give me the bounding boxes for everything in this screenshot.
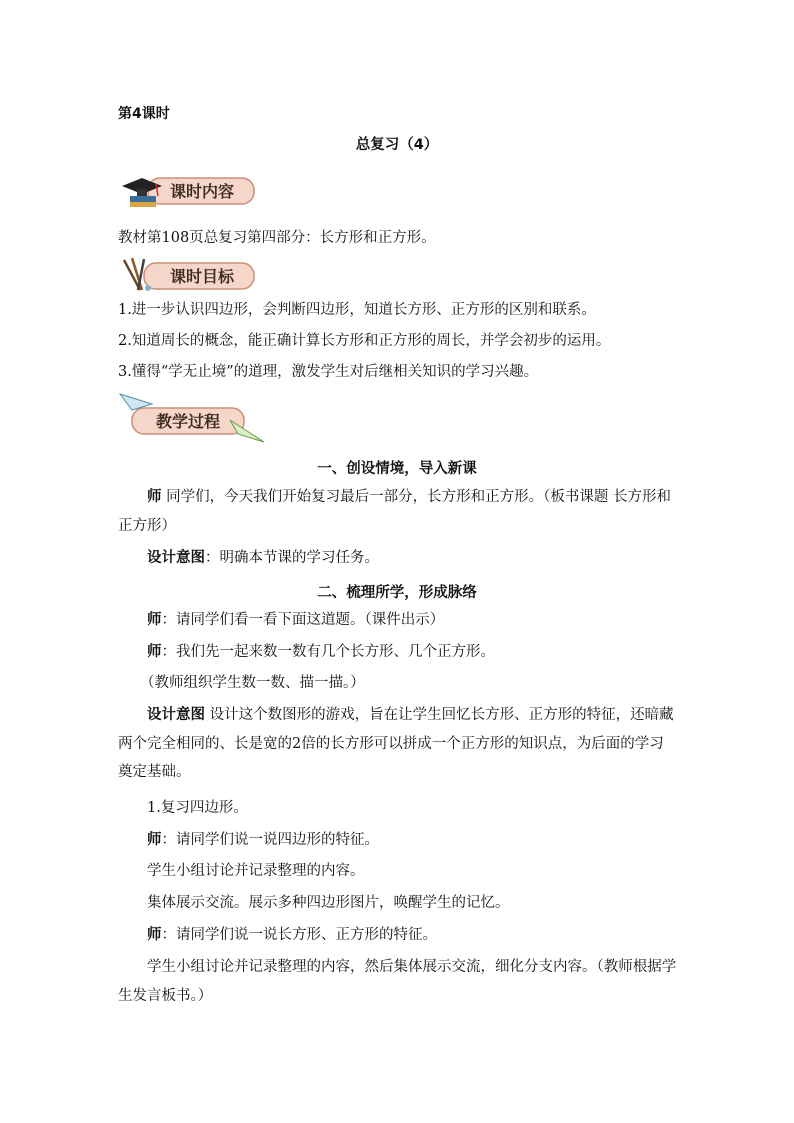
section1-paragraph-1: 师 同学们，今天我们开始复习最后一部分，长方形和正方形。（板书课题 长方形和正方形） [118, 489, 671, 534]
section2-paragraph-9: 师：请同学们说一说长方形、正方形的特征。 [147, 927, 437, 943]
design-intent-label: 设计意图 [147, 550, 205, 566]
design-intent-label: 设计意图 [147, 707, 205, 723]
goal-item-2: 2.知道周长的概念，能正确计算长方形和正方形的周长，并学会初步的运用。 [118, 333, 611, 349]
goal-item-1: 1.进一步认识四边形，会判断四边形，知道长方形、正方形的区别和联系。 [118, 302, 596, 318]
section2-paragraph-3: （教师组织学生数一数、描一描。） [140, 675, 365, 691]
section2-paragraph-5: 1.复习四边形。 [147, 800, 248, 816]
banner-label: 教学过程 [155, 412, 221, 431]
goal-item-3: 3.懂得“学无止境”的道理，激发学生对后继相关知识的学习兴趣。 [118, 364, 539, 380]
speaker-label: 师 [147, 612, 162, 628]
speaker-label: 师 [147, 489, 162, 505]
banner-teaching-process [118, 390, 268, 448]
page-title: 总复习（4） [355, 137, 439, 153]
section2-paragraph-2: 师：我们先一起来数一数有几个长方形、几个正方形。 [147, 644, 495, 660]
section1-heading: 一、创设情境，导入新课 [317, 461, 477, 477]
content-text: 教材第108页总复习第四部分：长方形和正方形。 [118, 230, 436, 246]
section2-paragraph-8: 集体展示交流。展示多种四边形图片，唤醒学生的记忆。 [147, 895, 510, 911]
section2-paragraph-7: 学生小组讨论并记录整理的内容。 [147, 863, 365, 879]
speaker-label: 师 [147, 927, 162, 943]
section2-paragraph-1: 师：请同学们看一看下面这道题。（课件出示） [147, 612, 445, 628]
speaker-label: 师 [147, 832, 162, 848]
lesson-number: 第4课时 [118, 106, 170, 122]
banner-label: 课时内容 [169, 182, 235, 201]
section1-paragraph-2: 设计意图：明确本节课的学习任务。 [147, 550, 379, 566]
speaker-label: 师 [147, 644, 162, 660]
section2-paragraph-6: 师：请同学们说一说四边形的特征。 [147, 832, 379, 848]
banner-lesson-goals [118, 256, 258, 296]
banner-lesson-content [118, 172, 258, 212]
section2-paragraph-10: 学生小组讨论并记录整理的内容，然后集体展示交流，细化分支内容。（教师根据学生发言板书。） [118, 959, 677, 1004]
banner-label: 课时目标 [169, 267, 235, 286]
section2-heading: 二、梳理所学，形成脉络 [317, 585, 477, 601]
section2-paragraph-4: 设计意图 设计这个数图形的游戏，旨在让学生回忆长方形、正方形的特征，还暗藏两个完全相同的、长是宽的2倍的长方形可以拼成一个正方形的知识点，为后面的学习奠定基础。 [118, 707, 674, 780]
